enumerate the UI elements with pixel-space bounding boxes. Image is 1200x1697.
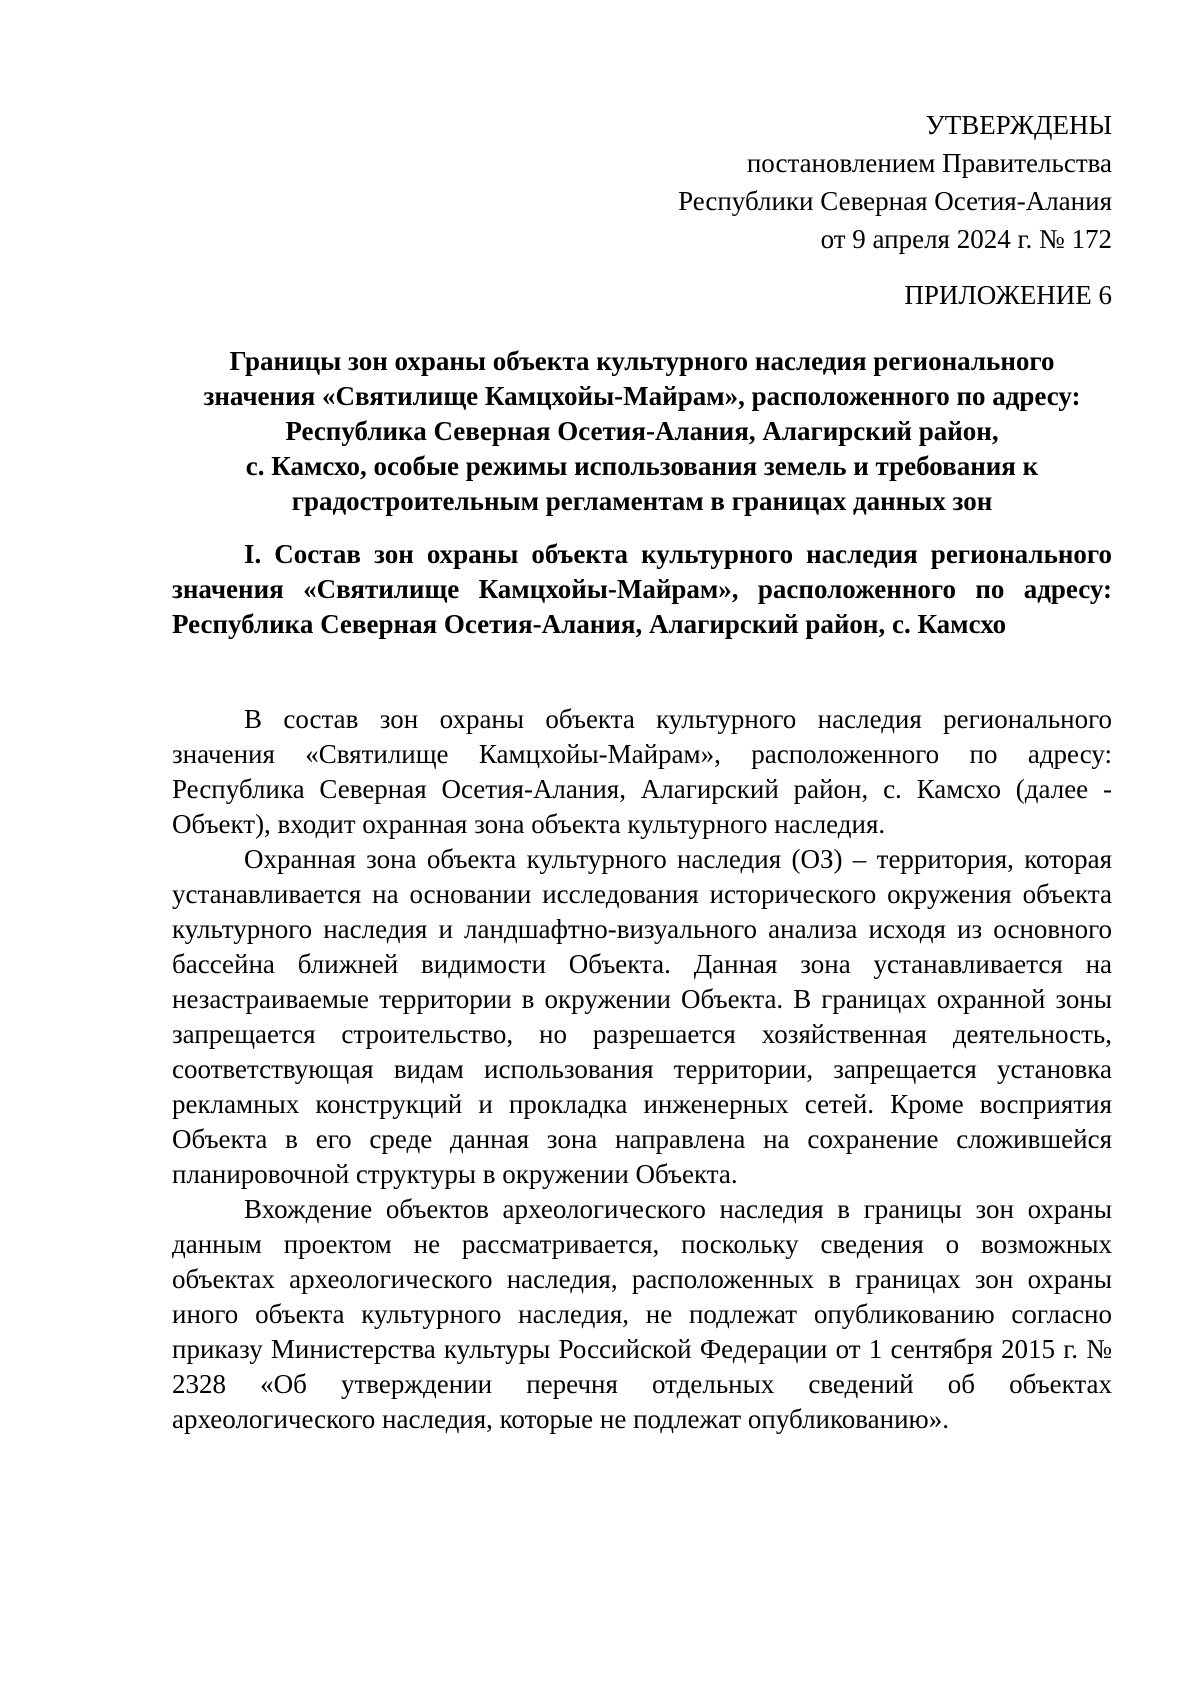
- approval-line-approved: УТВЕРЖДЕНЫ: [925, 110, 1112, 140]
- title-line: значения «Святилище Камцхойы-Майрам», расположенного по адресу:: [203, 381, 1081, 411]
- document-title: [172, 344, 1112, 519]
- approval-stamp-block: [512, 106, 1112, 258]
- section-heading-text: I. Состав зон охраны объекта культурного наследия регионального значения «Святилище Камцхойы-Майрам», расположенного по адресу: Республика Северная Осетия-Алания, Алагирский район, с. Камсхо: [172, 539, 1112, 639]
- paragraph-composition: В состав зон охраны объекта культурного наследия регионального значения «Святилище Камцхойы-Майрам», расположенного по адресу: Республика Северная Осетия-Алания, Алагирский район, с. Камсхо (далее - Объект), входит охранная зона объекта культурного наследия.: [172, 704, 1112, 839]
- title-line: Границы зон охраны объекта культурного наследия регионального: [229, 346, 1055, 376]
- paragraph-protection-zone: Охранная зона объекта культурного наследия (ОЗ) – территория, которая устанавливается на основании исследования исторического окружения объекта культурного наследия и ландшафтно-визуального анализа исходя из основного бассейна ближней видимости Объекта. Данная зона устанавливается на незастраиваемые территории в окружении Объекта. В границах охранной зоны запрещается строительство, но разрешается хозяйственная деятельность, соответствующая видам использования территории, запрещается установка рекламных конструкций и прокладка инженерных сетей. Кроме восприятия Объекта в его среде данная зона направлена на сохранение сложившейся планировочной структуры в окружении Объекта.: [172, 844, 1112, 1189]
- section-heading: [172, 537, 1112, 642]
- approval-line-date-number: от 9 апреля 2024 г. № 172: [820, 224, 1112, 254]
- title-line: Республика Северная Осетия-Алания, Алагирский район,: [285, 416, 999, 446]
- title-line: с. Камсхо, особые режимы использования земель и требования к: [245, 451, 1039, 481]
- approval-line-resolution: постановлением Правительства: [746, 148, 1112, 178]
- paragraph-archaeology: Вхождение объектов археологического наследия в границы зон охраны данным проектом не рассматривается, поскольку сведения о возможных объектах археологического наследия, расположенных в границах зон охраны иного объекта культурного наследия, не подлежат опубликованию согласно приказу Министерства культуры Российской Федерации от 1 сентября 2015 г. № 2328 «Об утверждении перечня отдельных сведений об объектах археологического наследия, которые не подлежат опубликованию».: [172, 1194, 1112, 1434]
- title-line: градостроительным регламентам в границах данных зон: [291, 486, 993, 516]
- appendix-label: ПРИЛОЖЕНИЕ 6: [904, 280, 1112, 310]
- body-text: [172, 702, 1112, 1437]
- approval-line-republic: Республики Северная Осетия-Алания: [678, 186, 1112, 216]
